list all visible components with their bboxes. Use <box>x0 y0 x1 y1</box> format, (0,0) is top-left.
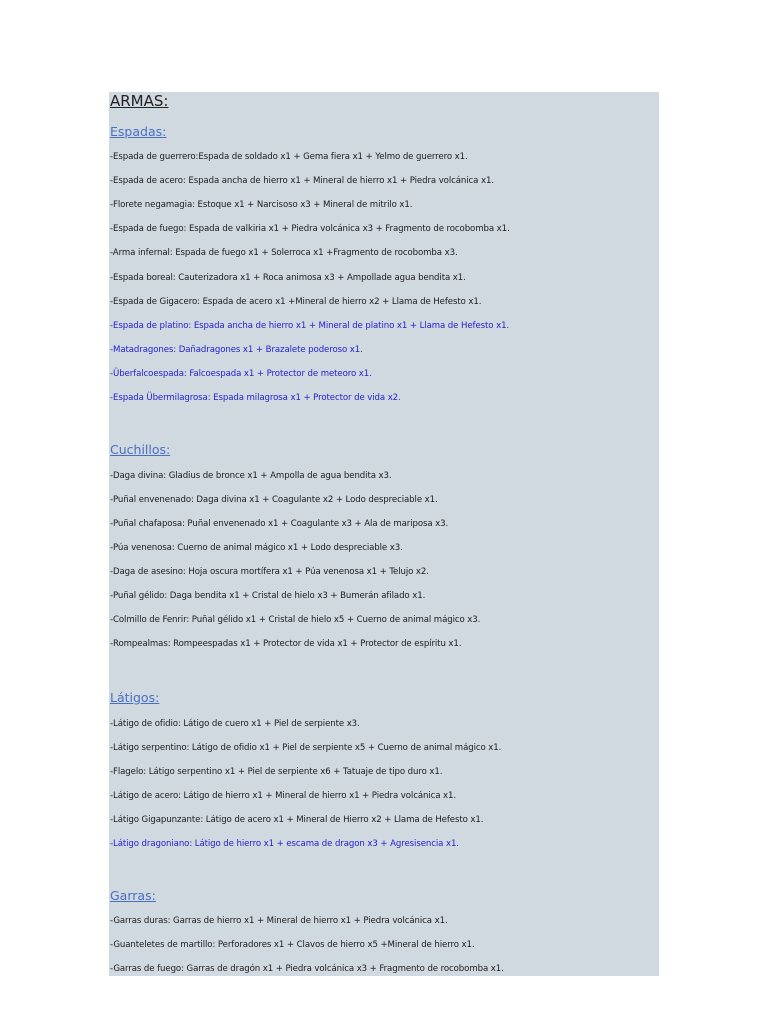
recipe-line: -Florete negamagia: Estoque x1 + Narcisoso x3 + Mineral de mitrilo x1. <box>110 200 413 210</box>
recipe-line: -Látigo de ofidio: Látigo de cuero x1 + Piel de serpiente x3. <box>110 719 360 729</box>
document-page <box>109 92 659 976</box>
section-heading-cuchillos: Cuchillos: <box>110 442 171 457</box>
recipe-line: -Espada de guerrero:Espada de soldado x1 + Gema fiera x1 + Yelmo de guerrero x1. <box>110 152 468 162</box>
recipe-line: -Puñal envenenado: Daga divina x1 + Coagulante x2 + Lodo despreciable x1. <box>110 495 438 505</box>
recipe-line: -Látigo Gigapunzante: Látigo de acero x1 + Mineral de Hierro x2 + Llama de Hefesto x1. <box>110 815 484 825</box>
recipe-line: -Espada de acero: Espada ancha de hierro x1 + Mineral de hierro x1 + Piedra volcánica x1. <box>110 176 494 186</box>
recipe-line: -Garras duras: Garras de hierro x1 + Mineral de hierro x1 + Piedra volcánica x1. <box>110 916 448 926</box>
recipe-line: -Rompealmas: Rompeespadas x1 + Protector de vida x1 + Protector de espíritu x1. <box>110 639 462 649</box>
recipe-line: -Púa venenosa: Cuerno de animal mágico x1 + Lodo despreciable x3. <box>110 543 403 553</box>
recipe-line: -Daga divina: Gladius de bronce x1 + Ampolla de agua bendita x3. <box>110 471 392 481</box>
recipe-line: -Látigo serpentino: Látigo de ofidio x1 + Piel de serpiente x5 + Cuerno de animal mágico x1. <box>110 743 502 753</box>
recipe-line: -Espada de Gigacero: Espada de acero x1 +Mineral de hierro x2 + Llama de Hefesto x1. <box>110 297 482 307</box>
recipe-line: -Espada de fuego: Espada de valkiria x1 + Piedra volcánica x3 + Fragmento de rocobomba x1. <box>110 224 510 234</box>
recipe-line: -Guanteletes de martillo: Perforadores x1 + Clavos de hierro x5 +Mineral de hierro x1. <box>110 940 475 950</box>
recipe-line-highlighted: -Überfalcoespada: Falcoespada x1 + Protector de meteoro x1. <box>110 369 372 379</box>
recipe-line: -Garras de fuego: Garras de dragón x1 + Piedra volcánica x3 + Fragmento de rocobomba x1. <box>110 964 504 974</box>
recipe-line: -Colmillo de Fenrir: Puñal gélido x1 + Cristal de hielo x5 + Cuerno de animal mágico x3. <box>110 615 481 625</box>
section-heading-espadas: Espadas: <box>110 124 167 139</box>
recipe-line: -Látigo de acero: Látigo de hierro x1 + Mineral de hierro x1 + Piedra volcánica x1. <box>110 791 457 801</box>
recipe-line: -Puñal gélido: Daga bendita x1 + Cristal de hielo x3 + Bumerán afilado x1. <box>110 591 426 601</box>
recipe-line-highlighted: -Espada Übermilagrosa: Espada milagrosa x1 + Protector de vida x2. <box>110 393 401 403</box>
section-heading-garras: Garras: <box>110 888 156 903</box>
recipe-line-highlighted: -Espada de platino: Espada ancha de hierro x1 + Mineral de platino x1 + Llama de Hefesto x1. <box>110 321 510 331</box>
recipe-line: -Espada boreal: Cauterizadora x1 + Roca animosa x3 + Ampollade agua bendita x1. <box>110 273 466 283</box>
recipe-line: -Daga de asesino: Hoja oscura mortífera x1 + Púa venenosa x1 + Telujo x2. <box>110 567 429 577</box>
recipe-line: -Arma infernal: Espada de fuego x1 + Solerroca x1 +Fragmento de rocobomba x3. <box>110 248 458 258</box>
recipe-line: -Puñal chafaposa: Puñal envenenado x1 + Coagulante x3 + Ala de mariposa x3. <box>110 519 449 529</box>
recipe-line-highlighted: -Matadragones: Dañadragones x1 + Brazalete poderoso x1. <box>110 345 363 355</box>
section-heading-latigos: Látigos: <box>110 690 160 705</box>
page-title: ARMAS: <box>110 92 169 110</box>
recipe-line: -Flagelo: Látigo serpentino x1 + Piel de serpiente x6 + Tatuaje de tipo duro x1. <box>110 767 443 777</box>
recipe-line-highlighted: -Látigo dragoniano: Látigo de hierro x1 + escama de dragon x3 + Agresisencia x1. <box>110 839 459 849</box>
